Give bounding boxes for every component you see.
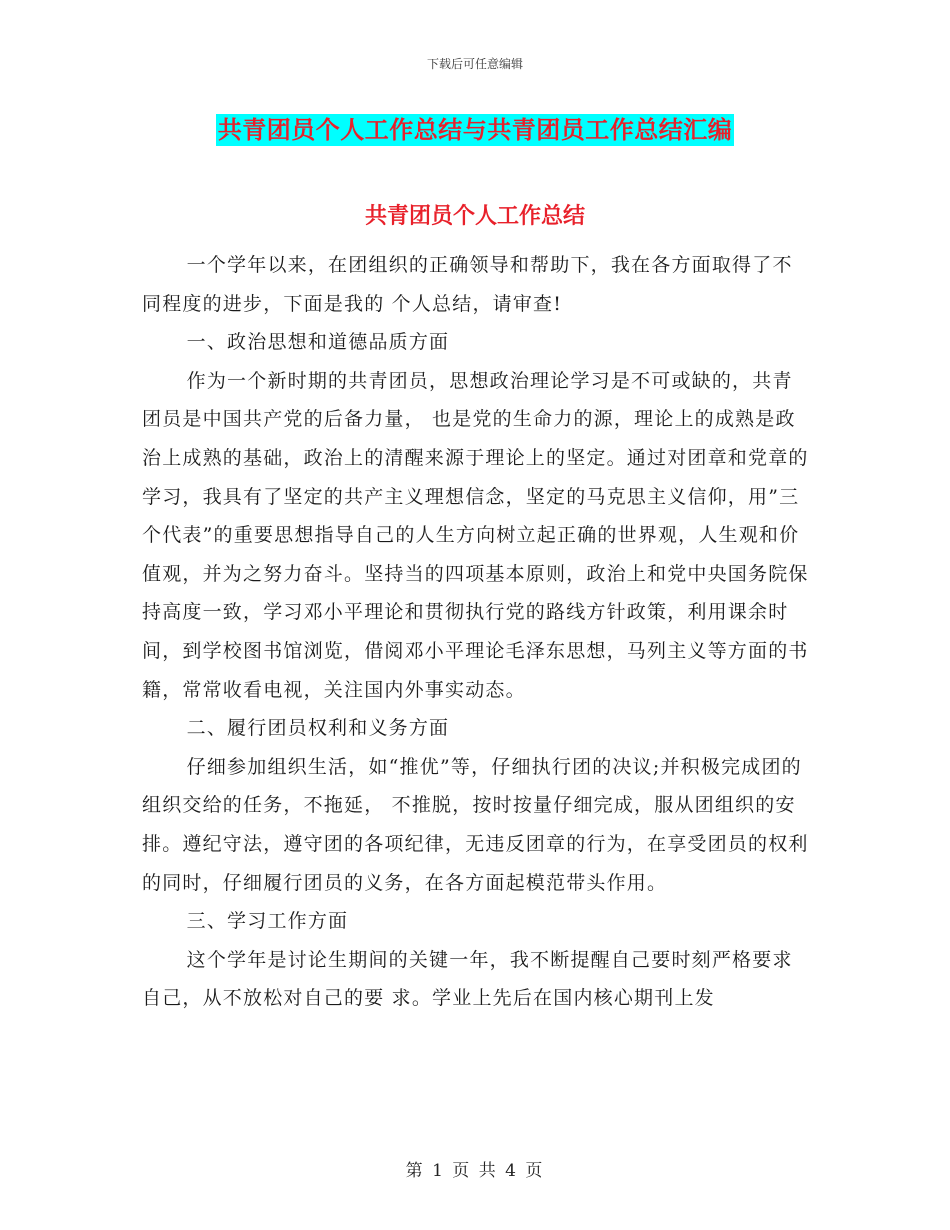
heading-political-moral: 一、政治思想和道德品质方面 xyxy=(186,331,450,354)
section-title: 共青团员个人工作总结 xyxy=(364,204,585,229)
document-body xyxy=(142,246,810,1018)
document-title-container xyxy=(0,114,950,146)
page-number-label: 第 1 页 共 4 页 xyxy=(405,1161,545,1181)
heading-study-work: 三、学习工作方面 xyxy=(186,910,349,933)
paragraph-study-work: 这个学年是讨论生期间的关键一年，我不断提醒自己要时刻严格要求自己，从不放松对自己的要 求。学业上先后在国内核心期刊上发 xyxy=(142,948,793,1010)
paragraph-political-moral: 作为一个新时期的共青团员，思想政治理论学习是不可或缺的，共青团员是中国共产党的后备力量， 也是党的生命力的源，理论上的成熟是政治上成熟的基础，政治上的清醒来源于理论上的坚定。通过对团章和党章的学习，我具有了坚定的共产主义理想信念，坚定的马克思主义信仰，用”三个代表”的重要思想指导自己的人生方向树立起正确的世界观，人生观和价值观，并为之努力奋斗。坚持当的四项基本原则，政治上和党中央国务院保持高度一致，学习邓小平理论和贯彻执行党的路线方针政策，利用课余时间，到学校图书馆浏览，借阅邓小平理论毛泽东思想，马列主义等方面的书籍，常常收看电视，关注国内外事实动态。 xyxy=(142,369,809,701)
page-header-note: 下载后可任意编辑 xyxy=(426,57,523,71)
paragraph-intro: 一个学年以来，在团组织的正确领导和帮助下，我在各方面取得了不同程度的进步，下面是我的 个人总结，请审查! xyxy=(142,254,793,315)
document-title: 共青团员个人工作总结与共青团员工作总结汇编 xyxy=(217,116,733,144)
heading-rights-duties: 二、履行团员权利和义务方面 xyxy=(186,717,450,740)
paragraph-rights-duties: 仔细参加组织生活，如“推优”等，仔细执行团的决议;并积极完成团的组织交给的任务，不拖延， 不推脱，按时按量仔细完成，服从团组织的安排。遵纪守法，遵守团的各项纪律，无违反团章的行为，在享受团员的权利的同时，仔细履行团员的义务，在各方面起模范带头作用。 xyxy=(142,755,809,894)
page-number-footer xyxy=(0,1156,950,1181)
